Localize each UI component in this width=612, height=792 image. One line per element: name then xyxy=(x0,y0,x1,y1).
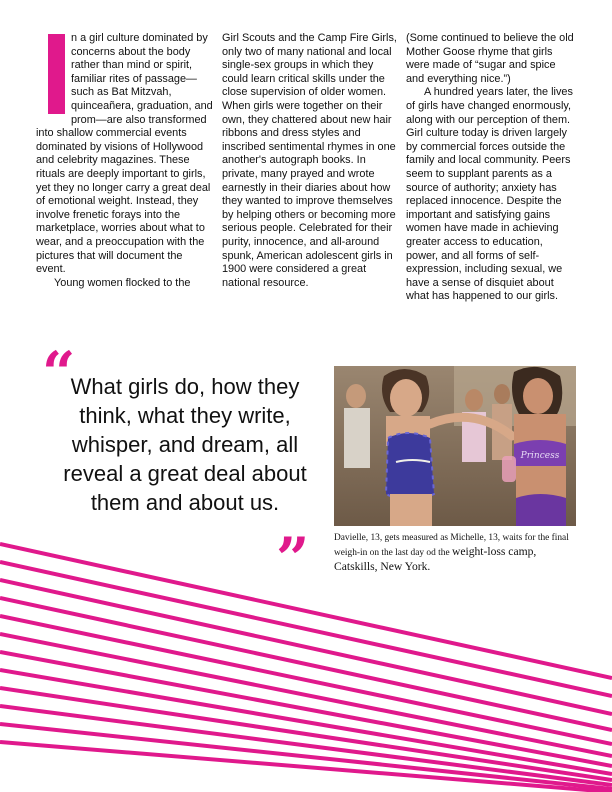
col1-paragraph-2: Young women flocked to the xyxy=(54,276,191,289)
camp-photo-illustration xyxy=(334,366,576,526)
article-column-3 xyxy=(406,32,576,304)
open-quote-mark: “ xyxy=(42,339,76,407)
col3-paragraph-1: (Some continued to believe the old Mother Goose rhyme that girls were made of “sugar and spice and everything nice.”) xyxy=(406,32,574,85)
caption-text-3: Catskills, New York. xyxy=(334,560,431,573)
pull-quote-text: What girls do, how they think, what they write, whisper, and dream, all reveal a great deal about them and about us. xyxy=(63,374,307,515)
camp-photo xyxy=(334,366,576,526)
decorative-stripes xyxy=(0,525,612,792)
caption-text-2: weight-loss camp, xyxy=(451,545,537,558)
swimsuit-print: Princess xyxy=(520,451,560,461)
close-quote-mark: ” xyxy=(276,525,310,593)
drop-cap-bar xyxy=(48,34,65,114)
caption-text-1: Davielle, 13, gets measured as Michelle, 13, waits for the final weigh-in on the last day od the xyxy=(334,533,569,558)
article-column-2 xyxy=(222,32,400,290)
col2-paragraph-1: Girl Scouts and the Camp Fire Girls, only two of many national and local single-sex groups in which they could learn critical skills under the close supervision of older women. When girls were together on their own, they chattered about new hair ribbons and dress styles and inscribed sentimental rhymes in one another's autograph books. In private, many prayed and wrote earnestly in their diaries about how they wanted to improve themselves by helping others or becoming more serious people. Celebrated for their purity, innocence, and all-around spunk, American adolescent girls in 1900 were considered a great national resource. xyxy=(222,32,397,289)
col3-paragraph-2: A hundred years later, the lives of girls have changed enormously, along with our perception of them. Girl culture today is driven largely by commercial forces outside the family and local community. Peers seem to supplant parents as a source of authority; anxiety has replaced innocence. Despite the important and satisfying gains women have made in achieving greater access to education, power, and all forms of self-expression, including sexual, we have a sense of disquiet about what has happened to our girls. xyxy=(406,86,573,303)
article-column-1 xyxy=(36,32,214,290)
col1-paragraph-1: n a girl culture dominated by concerns about the body rather than mind or spirit, familiar rites of passage—such as Bat Mitzvah, quinceañera, graduation, and prom—are also transformed into shallow commercial events dominated by visions of Hollywood and celebrity magazines. These rituals are deeply important to girls, yet they no longer carry a great deal of emotional weight. Instead, they involve frenetic forays into the marketplace, worries about what to wear, and a preoccupation with the pictures that will document the event. xyxy=(36,32,213,276)
